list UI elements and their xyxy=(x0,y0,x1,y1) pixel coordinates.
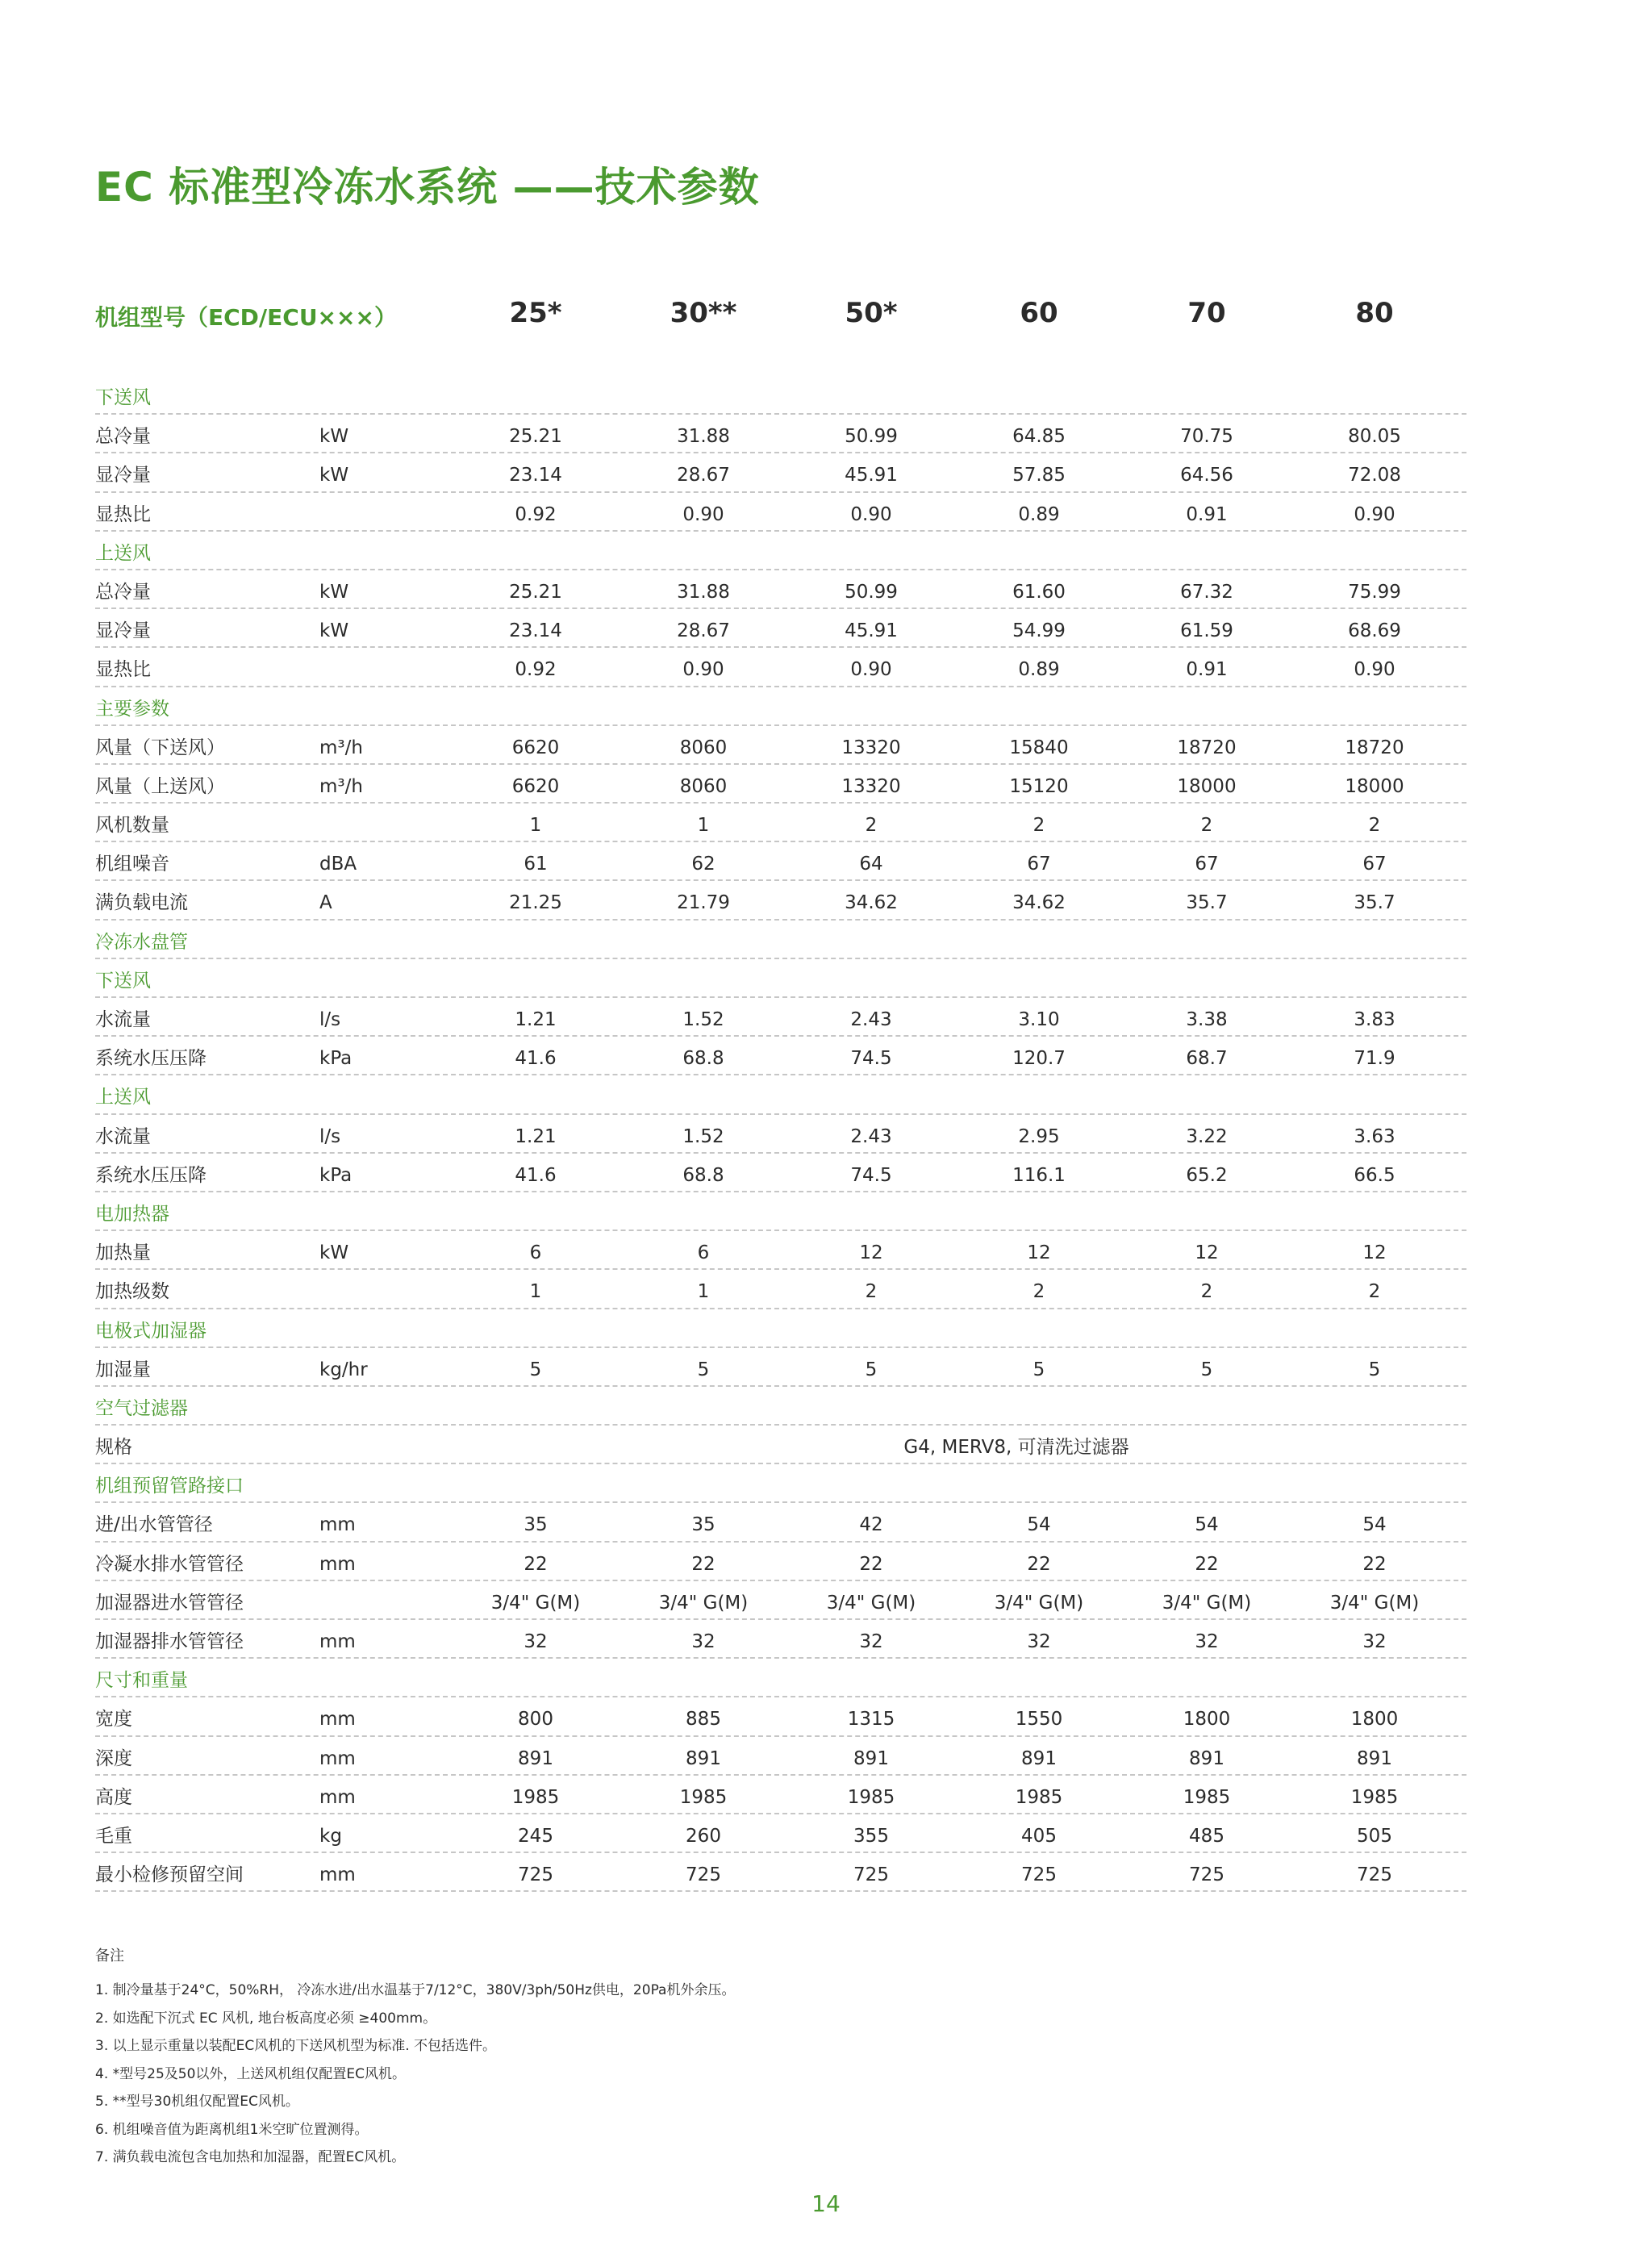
section-row xyxy=(95,687,1466,726)
note-item: 4. *型号25及50以外，上送风机组仅配置EC风机。 xyxy=(95,2065,406,2082)
table-row xyxy=(95,842,1466,881)
param-value: 61.59 xyxy=(1180,620,1233,642)
param-value: 57.85 xyxy=(1012,465,1066,486)
table-row xyxy=(95,881,1466,920)
param-value: 725 xyxy=(1189,1864,1224,1886)
param-value: 8060 xyxy=(679,775,728,797)
table-row xyxy=(95,609,1466,648)
param-unit: kPa xyxy=(319,1048,353,1070)
param-value: 0.90 xyxy=(850,659,892,681)
param-value: 32 xyxy=(1195,1631,1219,1652)
table-row xyxy=(95,1154,1466,1192)
param-value: 54 xyxy=(1195,1514,1219,1536)
param-value: 22 xyxy=(1362,1553,1387,1575)
param-value: 485 xyxy=(1189,1825,1224,1847)
param-value: 245 xyxy=(518,1825,553,1847)
section-title: 冷冻水盘管 xyxy=(95,931,188,953)
table-row xyxy=(95,1037,1466,1075)
param-value: 67 xyxy=(1195,854,1219,875)
param-value: 0.91 xyxy=(1186,503,1228,525)
param-value: 725 xyxy=(518,1864,553,1886)
param-value: 1800 xyxy=(1350,1709,1399,1731)
section-row xyxy=(95,376,1466,415)
param-value: 31.88 xyxy=(677,426,730,448)
param-name: 显冷量 xyxy=(95,465,151,486)
param-unit: kW xyxy=(319,465,349,486)
note-item: 3. 以上显示重量以装配EC风机的下送风机型为标准. 不包括选件。 xyxy=(95,2038,497,2054)
param-value: 34.62 xyxy=(1012,892,1066,914)
param-value: 35 xyxy=(524,1514,548,1536)
section-row xyxy=(95,1387,1466,1426)
param-value: 50.99 xyxy=(845,426,898,448)
param-value: 1985 xyxy=(511,1786,560,1808)
section-row xyxy=(95,532,1466,570)
param-unit: mm xyxy=(319,1709,356,1731)
param-value: 64.56 xyxy=(1180,465,1233,486)
param-value: 67 xyxy=(1027,854,1051,875)
param-unit: kPa xyxy=(319,1164,353,1186)
model-30: 30** xyxy=(670,297,737,329)
page-number: 14 xyxy=(811,2190,841,2217)
param-value: 66.5 xyxy=(1354,1164,1395,1186)
param-value: 891 xyxy=(1357,1747,1392,1769)
param-value: 28.67 xyxy=(677,620,730,642)
param-value: 5 xyxy=(1200,1359,1213,1380)
section-title: 主要参数 xyxy=(95,698,169,720)
param-value: 0.90 xyxy=(682,503,724,525)
param-value: 2 xyxy=(1200,1281,1213,1303)
param-value: 0.90 xyxy=(1354,659,1395,681)
param-unit: mm xyxy=(319,1631,356,1652)
param-name: 水流量 xyxy=(95,1125,151,1147)
param-value: 355 xyxy=(853,1825,889,1847)
param-value: 3/4" G(M) xyxy=(658,1592,749,1614)
param-value: 67.32 xyxy=(1180,581,1233,603)
param-name: 显冷量 xyxy=(95,620,151,642)
param-value: 32 xyxy=(1362,1631,1387,1652)
param-value: 54 xyxy=(1362,1514,1387,1536)
param-value: 28.67 xyxy=(677,465,730,486)
param-value: 891 xyxy=(518,1747,553,1769)
param-value: 1985 xyxy=(1350,1786,1399,1808)
param-name: 风机数量 xyxy=(95,815,169,837)
model-60: 60 xyxy=(1020,297,1058,329)
param-name: 进/出水管管径 xyxy=(95,1514,213,1536)
param-value: 15120 xyxy=(1009,775,1069,797)
param-value: 41.6 xyxy=(515,1048,557,1070)
param-value: 42 xyxy=(859,1514,883,1536)
param-value: 35.7 xyxy=(1186,892,1228,914)
param-value: 61.60 xyxy=(1012,581,1066,603)
param-value: 3.83 xyxy=(1354,1009,1395,1030)
param-name: 加湿器进水管管径 xyxy=(95,1592,244,1614)
notes xyxy=(95,1944,1466,2172)
param-name: 总冷量 xyxy=(95,581,151,603)
param-value: 12 xyxy=(1362,1242,1387,1264)
param-value: 1.21 xyxy=(515,1125,557,1147)
param-name: 冷凝水排水管管径 xyxy=(95,1553,244,1575)
param-value: 1800 xyxy=(1183,1709,1231,1731)
param-value: 725 xyxy=(1357,1864,1392,1886)
param-value: 68.8 xyxy=(682,1164,724,1186)
param-value: 15840 xyxy=(1009,737,1069,758)
section-title: 尺寸和重量 xyxy=(95,1670,188,1692)
param-value: 18000 xyxy=(1177,775,1237,797)
param-value: 18000 xyxy=(1345,775,1404,797)
section-row xyxy=(95,1309,1466,1348)
param-value: 120.7 xyxy=(1012,1048,1066,1070)
param-spanned-value: G4, MERV8, 可清洗过滤器 xyxy=(903,1437,1129,1459)
param-value: 64 xyxy=(859,854,883,875)
param-name: 显热比 xyxy=(95,503,151,525)
table-row xyxy=(95,1348,1466,1387)
param-value: 34.62 xyxy=(845,892,898,914)
param-value: 18720 xyxy=(1345,737,1404,758)
model-50: 50* xyxy=(845,297,898,329)
param-value: 32 xyxy=(1027,1631,1051,1652)
section-row xyxy=(95,1659,1466,1697)
param-value: 1 xyxy=(529,815,542,837)
param-value: 1 xyxy=(697,815,710,837)
param-value: 71.9 xyxy=(1354,1048,1395,1070)
section-title: 下送风 xyxy=(95,970,151,992)
table-row xyxy=(95,804,1466,842)
param-name: 规格 xyxy=(95,1437,132,1459)
param-value: 32 xyxy=(524,1631,548,1652)
param-value: 891 xyxy=(1021,1747,1057,1769)
param-value: 32 xyxy=(859,1631,883,1652)
param-value: 22 xyxy=(1195,1553,1219,1575)
param-name: 总冷量 xyxy=(95,426,151,448)
param-value: 1985 xyxy=(847,1786,895,1808)
param-value: 54 xyxy=(1027,1514,1051,1536)
param-value: 50.99 xyxy=(845,581,898,603)
param-value: 6 xyxy=(697,1242,710,1264)
param-name: 深度 xyxy=(95,1747,132,1769)
table-row xyxy=(95,1697,1466,1736)
param-unit: mm xyxy=(319,1514,356,1536)
param-unit: m³/h xyxy=(319,737,363,758)
spec-table xyxy=(95,376,1466,1892)
param-value: 22 xyxy=(859,1553,883,1575)
param-value: 891 xyxy=(686,1747,721,1769)
param-value: 0.89 xyxy=(1018,659,1060,681)
param-value: 12 xyxy=(1027,1242,1051,1264)
param-value: 61 xyxy=(524,854,548,875)
section-title: 下送风 xyxy=(95,387,151,408)
param-unit: kg xyxy=(319,1825,342,1847)
param-value: 2.95 xyxy=(1018,1125,1060,1147)
param-value: 3.22 xyxy=(1186,1125,1228,1147)
param-name: 系统水压压降 xyxy=(95,1048,206,1070)
param-unit: mm xyxy=(319,1553,356,1575)
param-value: 3.63 xyxy=(1354,1125,1395,1147)
section-title: 空气过滤器 xyxy=(95,1397,188,1419)
param-value: 32 xyxy=(691,1631,715,1652)
section-title: 上送风 xyxy=(95,542,151,564)
param-unit: kg/hr xyxy=(319,1359,368,1380)
param-value: 0.92 xyxy=(515,659,557,681)
param-value: 885 xyxy=(686,1709,721,1731)
param-name: 加热量 xyxy=(95,1242,151,1264)
table-row xyxy=(95,1581,1466,1620)
param-value: 2 xyxy=(1368,1281,1381,1303)
param-value: 3/4" G(M) xyxy=(490,1592,581,1614)
table-row xyxy=(95,648,1466,687)
param-value: 0.90 xyxy=(682,659,724,681)
param-name: 加热级数 xyxy=(95,1281,169,1303)
param-value: 725 xyxy=(686,1864,721,1886)
param-value: 2 xyxy=(1032,815,1045,837)
note-item: 5. **型号30机组仅配置EC风机。 xyxy=(95,2094,299,2110)
param-value: 64.85 xyxy=(1012,426,1066,448)
table-row xyxy=(95,415,1466,453)
param-unit: mm xyxy=(319,1747,356,1769)
table-row xyxy=(95,1853,1466,1892)
table-row xyxy=(95,570,1466,609)
model-header-label: 机组型号（ECD/ECU×××） xyxy=(95,304,397,331)
param-value: 22 xyxy=(524,1553,548,1575)
param-value: 62 xyxy=(691,854,715,875)
param-value: 2 xyxy=(865,1281,878,1303)
table-row xyxy=(95,1426,1466,1464)
param-value: 1.52 xyxy=(682,1125,724,1147)
param-value: 405 xyxy=(1021,1825,1057,1847)
param-value: 68.8 xyxy=(682,1048,724,1070)
param-value: 2 xyxy=(865,815,878,837)
section-row xyxy=(95,921,1466,959)
param-value: 23.14 xyxy=(509,465,562,486)
param-value: 72.08 xyxy=(1348,465,1401,486)
table-row xyxy=(95,1776,1466,1814)
param-value: 1985 xyxy=(1015,1786,1063,1808)
param-value: 1.52 xyxy=(682,1009,724,1030)
param-value: 12 xyxy=(859,1242,883,1264)
param-value: 1985 xyxy=(1183,1786,1231,1808)
table-row xyxy=(95,998,1466,1037)
param-value: 5 xyxy=(697,1359,710,1380)
section-title: 电加热器 xyxy=(95,1203,169,1225)
param-unit: l/s xyxy=(319,1125,341,1147)
param-name: 满负载电流 xyxy=(95,892,188,914)
param-name: 显热比 xyxy=(95,659,151,681)
note-item: 2. 如选配下沉式 EC 风机, 地台板高度必须 ≥400mm。 xyxy=(95,2010,437,2027)
param-value: 2 xyxy=(1200,815,1213,837)
param-name: 加湿器排水管管径 xyxy=(95,1631,244,1652)
param-value: 35.7 xyxy=(1354,892,1395,914)
param-value: 35 xyxy=(691,1514,715,1536)
param-value: 0.91 xyxy=(1186,659,1228,681)
param-unit: dBA xyxy=(319,854,357,875)
section-row xyxy=(95,1192,1466,1231)
param-value: 65.2 xyxy=(1186,1164,1228,1186)
param-name: 加湿量 xyxy=(95,1359,151,1380)
table-row xyxy=(95,1231,1466,1270)
param-value: 21.25 xyxy=(509,892,562,914)
param-value: 3/4" G(M) xyxy=(1162,1592,1252,1614)
param-name: 高度 xyxy=(95,1786,132,1808)
param-name: 机组噪音 xyxy=(95,854,169,875)
param-value: 0.92 xyxy=(515,503,557,525)
param-value: 45.91 xyxy=(845,620,898,642)
param-value: 0.90 xyxy=(1354,503,1395,525)
param-value: 725 xyxy=(1021,1864,1057,1886)
param-unit: kW xyxy=(319,620,349,642)
param-value: 2.43 xyxy=(850,1125,892,1147)
param-value: 22 xyxy=(1027,1553,1051,1575)
param-name: 风量（上送风） xyxy=(95,775,225,797)
param-value: 6620 xyxy=(511,775,560,797)
param-name: 宽度 xyxy=(95,1709,132,1731)
param-value: 45.91 xyxy=(845,465,898,486)
section-row xyxy=(95,1464,1466,1503)
param-value: 22 xyxy=(691,1553,715,1575)
table-row xyxy=(95,1115,1466,1154)
table-row xyxy=(95,453,1466,492)
param-value: 21.79 xyxy=(677,892,730,914)
param-value: 3/4" G(M) xyxy=(994,1592,1084,1614)
param-value: 1985 xyxy=(679,1786,728,1808)
param-value: 505 xyxy=(1357,1825,1392,1847)
param-value: 6 xyxy=(529,1242,542,1264)
param-value: 12 xyxy=(1195,1242,1219,1264)
param-value: 6620 xyxy=(511,737,560,758)
param-value: 80.05 xyxy=(1348,426,1401,448)
param-unit: kW xyxy=(319,1242,349,1264)
table-row xyxy=(95,1737,1466,1776)
param-value: 67 xyxy=(1362,854,1387,875)
model-header-row xyxy=(95,292,1466,340)
param-value: 891 xyxy=(853,1747,889,1769)
param-value: 891 xyxy=(1189,1747,1224,1769)
param-value: 54.99 xyxy=(1012,620,1066,642)
param-value: 2 xyxy=(1032,1281,1045,1303)
param-unit: m³/h xyxy=(319,775,363,797)
param-name: 水流量 xyxy=(95,1009,151,1030)
param-unit: l/s xyxy=(319,1009,341,1030)
param-value: 18720 xyxy=(1177,737,1237,758)
param-value: 13320 xyxy=(841,737,901,758)
param-value: 25.21 xyxy=(509,581,562,603)
param-value: 800 xyxy=(518,1709,553,1731)
note-item: 7. 满负载电流包含电加热和加湿器，配置EC风机。 xyxy=(95,2149,406,2165)
param-unit: mm xyxy=(319,1864,356,1886)
param-value: 23.14 xyxy=(509,620,562,642)
param-value: 725 xyxy=(853,1864,889,1886)
table-row xyxy=(95,765,1466,804)
table-row xyxy=(95,726,1466,765)
param-value: 5 xyxy=(529,1359,542,1380)
param-name: 系统水压压降 xyxy=(95,1164,206,1186)
param-value: 3.38 xyxy=(1186,1009,1228,1030)
param-name: 最小检修预留空间 xyxy=(95,1864,244,1886)
param-value: 8060 xyxy=(679,737,728,758)
param-value: 116.1 xyxy=(1012,1164,1066,1186)
param-value: 0.89 xyxy=(1018,503,1060,525)
param-value: 1 xyxy=(529,1281,542,1303)
param-value: 25.21 xyxy=(509,426,562,448)
param-value: 5 xyxy=(1032,1359,1045,1380)
param-value: 1 xyxy=(697,1281,710,1303)
section-title: 机组预留管路接口 xyxy=(95,1476,244,1497)
table-row xyxy=(95,1543,1466,1581)
section-title: 上送风 xyxy=(95,1087,151,1108)
param-value: 41.6 xyxy=(515,1164,557,1186)
param-value: 260 xyxy=(686,1825,721,1847)
table-row xyxy=(95,1814,1466,1853)
param-value: 1550 xyxy=(1015,1709,1063,1731)
page-title: EC 标准型冷冻水系统 ——技术参数 xyxy=(95,164,760,211)
param-value: 0.90 xyxy=(850,503,892,525)
param-value: 75.99 xyxy=(1348,581,1401,603)
note-item: 1. 制冷量基于24°C，50%RH， 冷冻水进/出水温基于7/12°C，380V/3ph/50Hz供电，20Pa机外余压。 xyxy=(95,1982,736,1998)
param-value: 5 xyxy=(865,1359,878,1380)
param-value: 74.5 xyxy=(850,1164,892,1186)
param-value: 31.88 xyxy=(677,581,730,603)
section-title: 电极式加湿器 xyxy=(95,1320,206,1342)
param-value: 1315 xyxy=(847,1709,895,1731)
table-row xyxy=(95,1620,1466,1659)
table-row xyxy=(95,1270,1466,1309)
param-name: 毛重 xyxy=(95,1825,132,1847)
param-value: 13320 xyxy=(841,775,901,797)
section-row xyxy=(95,1075,1466,1114)
param-value: 74.5 xyxy=(850,1048,892,1070)
param-name: 风量（下送风） xyxy=(95,737,225,758)
table-row xyxy=(95,1503,1466,1542)
model-80: 80 xyxy=(1355,297,1394,329)
param-value: 2.43 xyxy=(850,1009,892,1030)
model-70: 70 xyxy=(1187,297,1226,329)
param-unit: mm xyxy=(319,1786,356,1808)
param-value: 3/4" G(M) xyxy=(826,1592,916,1614)
notes-title: 备注 xyxy=(95,1948,124,1964)
param-value: 3/4" G(M) xyxy=(1329,1592,1420,1614)
param-value: 70.75 xyxy=(1180,426,1233,448)
table-row xyxy=(95,493,1466,532)
param-value: 1.21 xyxy=(515,1009,557,1030)
param-value: 3.10 xyxy=(1018,1009,1060,1030)
param-value: 5 xyxy=(1368,1359,1381,1380)
note-item: 6. 机组噪音值为距离机组1米空旷位置测得。 xyxy=(95,2121,369,2138)
param-unit: A xyxy=(319,892,332,914)
param-unit: kW xyxy=(319,426,349,448)
param-value: 68.69 xyxy=(1348,620,1401,642)
param-value: 68.7 xyxy=(1186,1048,1228,1070)
model-25: 25* xyxy=(509,297,562,329)
section-row xyxy=(95,959,1466,998)
param-unit: kW xyxy=(319,581,349,603)
param-value: 2 xyxy=(1368,815,1381,837)
